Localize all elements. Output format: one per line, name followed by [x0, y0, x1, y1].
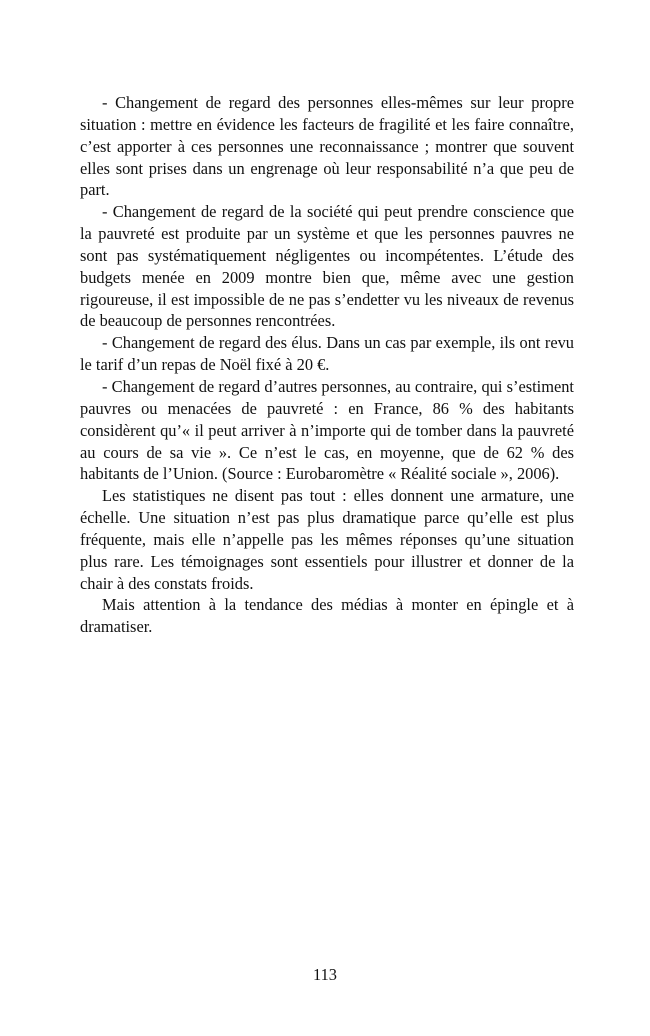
paragraph: - Changement de regard d’autres personnes, au contraire, qui s’estiment pauvres ou menacées de pauvreté : en France, 86 % des habitants considèrent qu’« il peut arriver à n’importe qui de tomber dans la pauvreté au cours de sa vie ». Ce n’est le cas, en moyenne, que de 62 % des habitants de l’Union. (Source : Eurobaromètre « Réalité sociale », 2006). [80, 376, 574, 484]
page-number: 113 [313, 965, 337, 984]
paragraph: - Changement de regard des personnes elles-mêmes sur leur propre situation : mettre en évidence les facteurs de fragilité et les faire connaître, c’est apporter à ces personnes une reconnaissance ; montrer que souvent elles sont prises dans un engrenage où leur responsabilité n’a que peu de part. [80, 93, 574, 200]
page-body [80, 92, 574, 638]
paragraph: - Changement de regard des élus. Dans un cas par exemple, ils ont revu le tarif d’un repas de Noël fixé à 20 €. [80, 333, 574, 375]
paragraph: Mais attention à la tendance des médias à monter en épingle et à dramatiser. [80, 595, 574, 637]
paragraph: Les statistiques ne disent pas tout : elles donnent une armature, une échelle. Une situation n’est pas plus dramatique parce qu’elle est plus fréquente, mais elle n’appelle pas les mêmes réponses qu’une situation plus rare. Les témoignages sont essentiels pour illustrer et donner de la chair à des constats froids. [80, 486, 574, 593]
paragraph: - Changement de regard de la société qui peut prendre conscience que la pauvreté est produite par un système et que les personnes pauvres ne sont pas systématiquement négligentes ou incompétentes. L’étude des budgets menée en 2009 montre bien que, même avec une gestion rigoureuse, il est impossible de ne pas s’endetter vu les niveaux de revenus de beaucoup de personnes rencontrées. [80, 202, 574, 331]
